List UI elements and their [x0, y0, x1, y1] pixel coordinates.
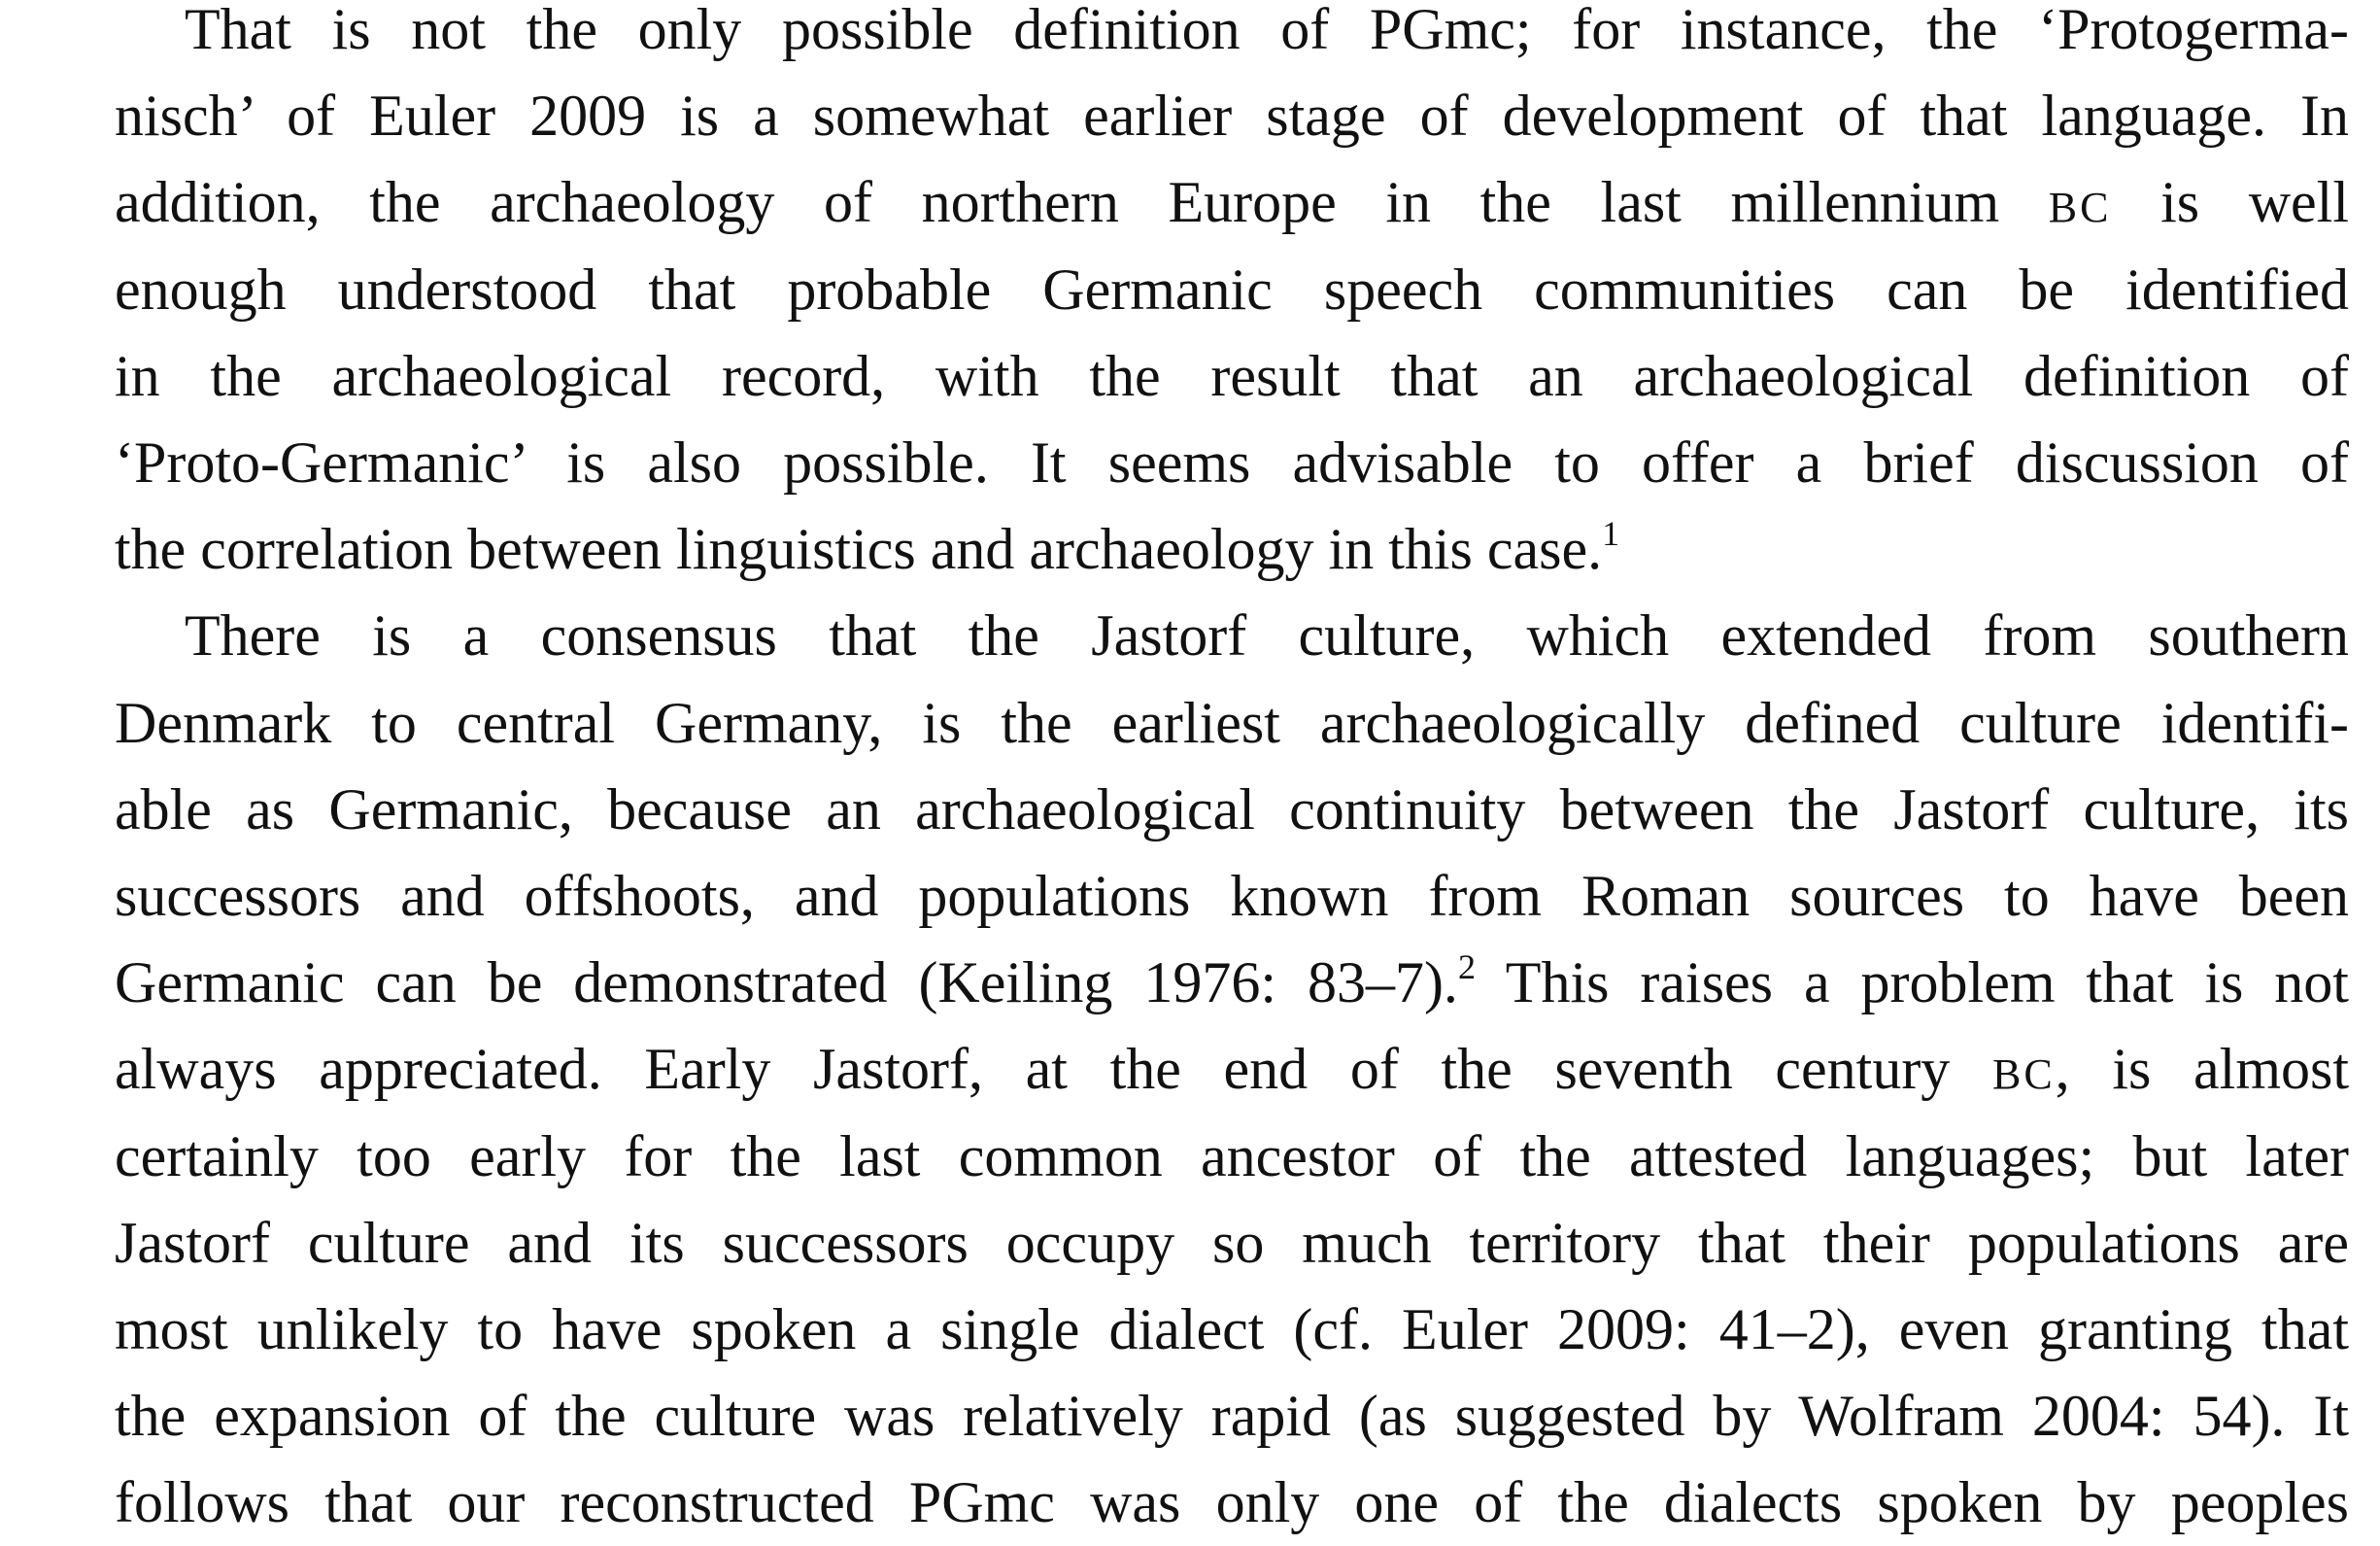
text-run: the correlation between linguistics and archaeology in this case.	[115, 517, 1603, 582]
paragraph-1-line-1: That is not the only possible definition of PGmc; for instance, the ‘Protogerma-	[185, 0, 2349, 61]
text-run: Germanic can be demonstrated (Keiling 1976: 83–7).	[115, 950, 1458, 1015]
paragraph-1-line-7	[115, 506, 2349, 593]
paragraph-1-line-2: nisch’ of Euler 2009 is a somewhat earlier stage of development of that language. In	[115, 84, 2349, 149]
paragraph-1-line-6: ‘Proto-Germanic’ is also possible. It seems advisable to offer a brief discussion of	[115, 430, 2349, 495]
paragraph-1-line-4: enough understood that probable Germanic speech communities can be identified	[115, 257, 2349, 322]
text-run: always appreciated. Early Jastorf, at the end of the seventh century	[115, 1037, 1951, 1102]
paragraph-2-line-6	[115, 1026, 2349, 1113]
footnote-marker-1: 1	[1602, 514, 1620, 554]
paragraph-2-line-1: There is a consensus that the Jastorf culture, which extended from southern	[185, 603, 2349, 669]
paragraph-2-line-11: follows that our reconstructed PGmc was only one of the dialects spoken by peoples	[115, 1470, 2349, 1535]
paragraph-2-line-9: most unlikely to have spoken a single dialect (cf. Euler 2009: 41–2), even granting that	[115, 1297, 2349, 1361]
paragraph-2-line-5	[115, 940, 2349, 1026]
text-run: is well	[2160, 170, 2350, 235]
text-run: , is almost	[2055, 1037, 2350, 1102]
paragraph-2-line-3: able as Germanic, because an archaeological continuity between the Jastorf culture, its	[115, 776, 2349, 842]
paragraph-2-line-8: Jastorf culture and its successors occupy so much territory that their populations are	[115, 1210, 2349, 1275]
paragraph-2-line-2: Denmark to central Germany, is the earliest archaeologically defined culture identifi-	[115, 690, 2349, 755]
paragraph-1-line-5: in the archaeological record, with the result that an archaeological definition of	[115, 343, 2349, 408]
text-run: addition, the archaeology of northern Europe in the last millennium	[115, 170, 2000, 235]
paragraph-2-line-4: successors and offshoots, and populations known from Roman sources to have been	[115, 864, 2349, 928]
small-caps-era: BC	[1991, 1050, 2056, 1099]
text-run: This raises a problem that is not	[1475, 950, 2349, 1015]
paragraph-2-line-7: certainly too early for the last common ancestor of the attested languages; but later	[115, 1123, 2349, 1188]
small-caps-era: BC	[2048, 184, 2112, 232]
paragraph-1-line-3	[115, 159, 2349, 246]
paragraph-2-line-10: the expansion of the culture was relatively rapid (as suggested by Wolfram 2004: 54). It	[115, 1384, 2349, 1449]
footnote-marker-2: 2	[1457, 947, 1476, 987]
